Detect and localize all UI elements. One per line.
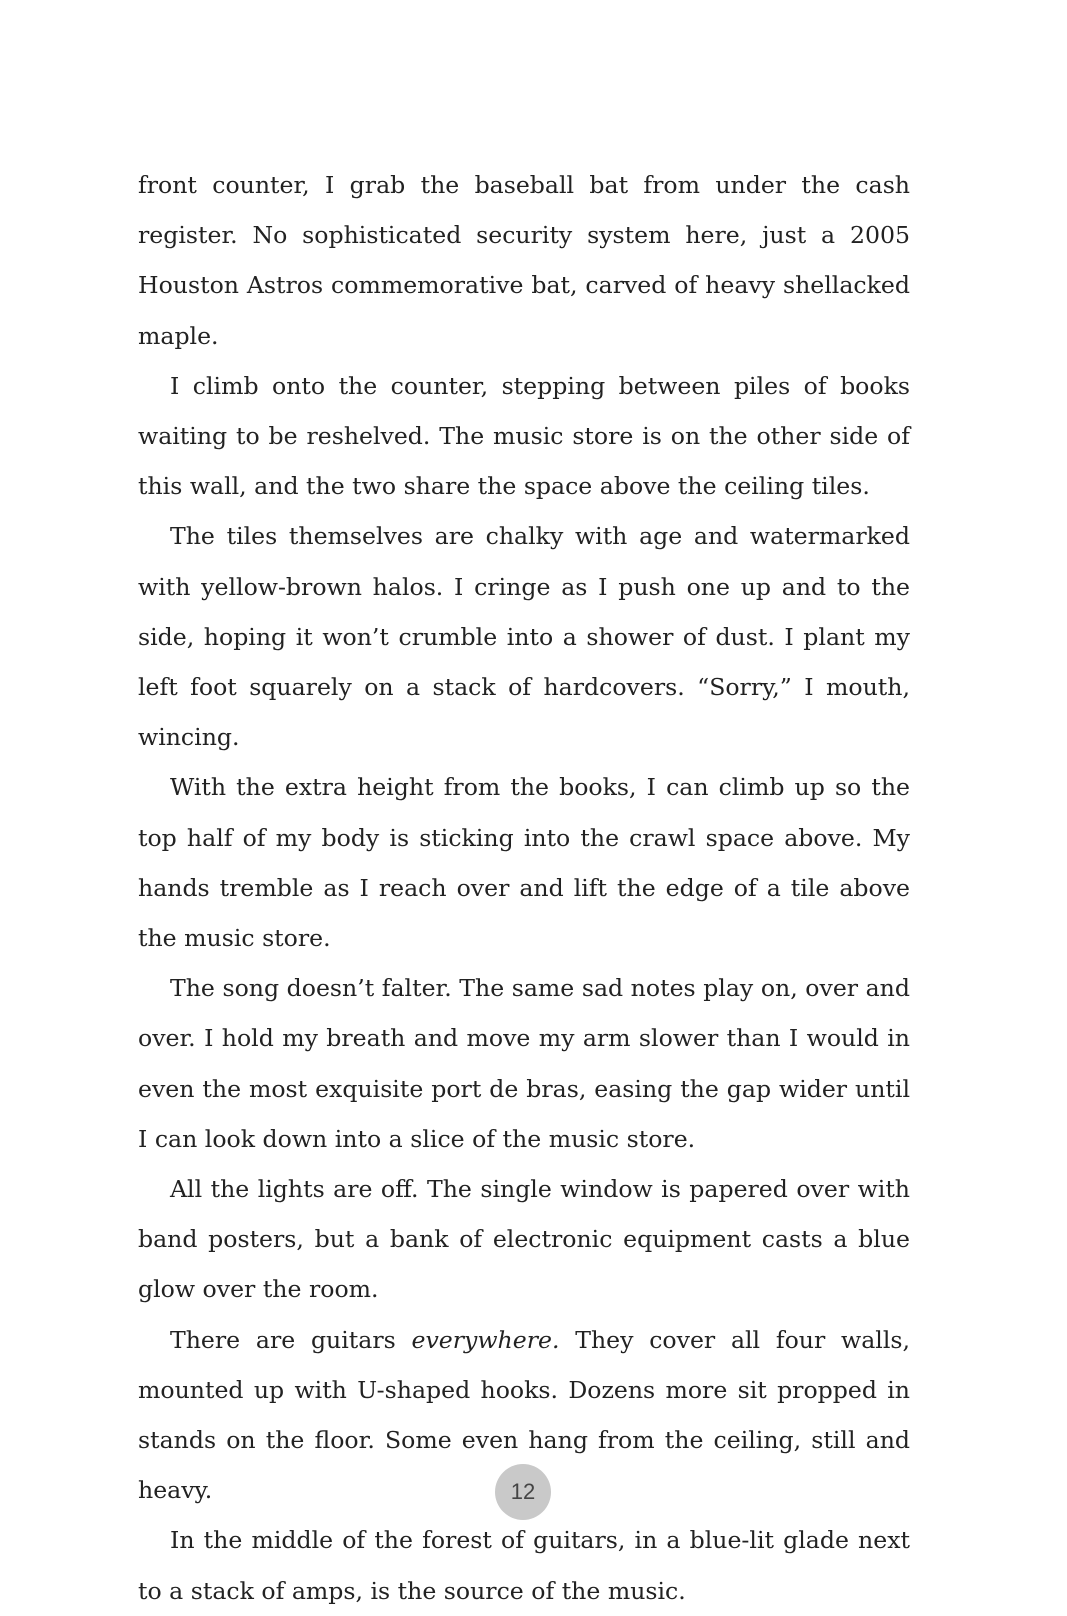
paragraph: I climb onto the counter, stepping between piles of books waiting to be reshelved. The music store is on the other side of this wall, and the two share the space above the ceiling tiles.: [138, 371, 910, 501]
page-number: 12: [495, 1464, 551, 1520]
emphasis-text: everywhere.: [411, 1325, 560, 1354]
paragraph: With the extra height from the books, I can climb up so the top half of my body is sticking into the crawl space above. My hands tremble as I reach over and lift the edge of a tile above the music store.: [138, 773, 910, 953]
paragraph-text: They cover all four walls, mounted up with U-shaped hooks. Dozens more sit propped in stands on the floor. Some even hang from the ceiling, still and heavy.: [138, 1325, 910, 1505]
paragraph: front counter, I grab the baseball bat from under the cash register. No sophisticated security system here, just a 2005 Houston Astros commemorative bat, carved of heavy shellacked maple.: [138, 171, 910, 350]
paragraph: All the lights are off. The single window is papered over with band posters, but a bank of electronic equipment casts a blue glow over the room.: [138, 1175, 910, 1304]
page-body: [138, 160, 910, 1616]
paragraph-text: There are guitars: [170, 1325, 412, 1354]
paragraph: The song doesn’t falter. The same sad notes play on, over and over. I hold my breath and move my arm slower than I would in even the most exquisite port de bras, easing the gap wider until I can look down into a slice of the music store.: [138, 974, 910, 1153]
paragraph: In the middle of the forest of guitars, in a blue-lit glade next to a stack of amps, is the source of the music.: [138, 1526, 910, 1605]
paragraph: The tiles themselves are chalky with age and watermarked with yellow-brown halos. I cringe as I push one up and to the side, hoping it won’t crumble into a shower of dust. I plant my left foot squarely on a stack of hardcovers. “Sorry,” I mouth, wincing.: [138, 522, 910, 752]
